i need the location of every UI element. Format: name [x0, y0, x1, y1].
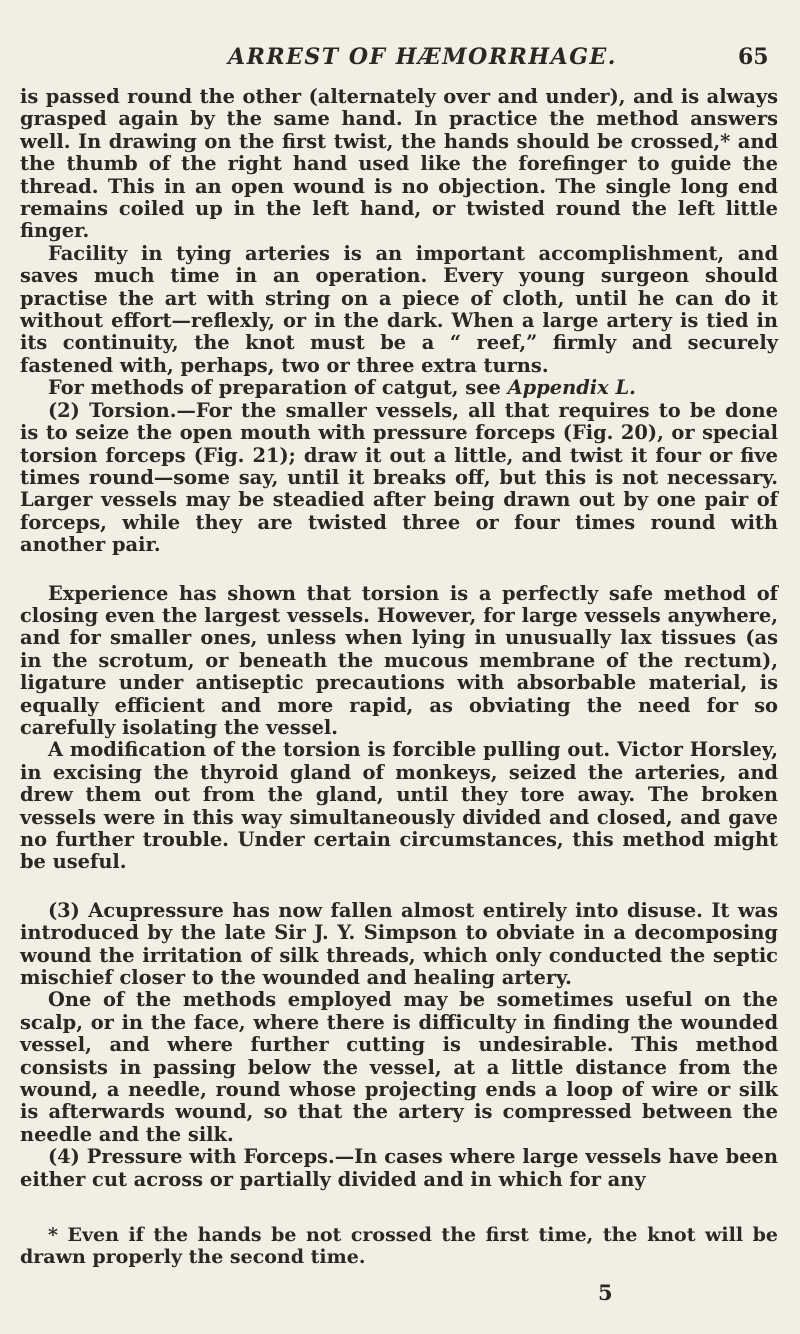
paragraph-text: has now fallen almost entirely into disuse. It was introduced by the late Sir J. Y. Simpson to obviate in a decomposing wound the irritation of silk threads, which only conducted the septic mischief closer to the wounded and healing artery. — [20, 898, 778, 990]
paragraph — [20, 377, 778, 399]
paragraph-text: —For the smaller vessels, all that requires to be done is to seize the open mouth with pressure forceps (Fig. 20), or special torsion forceps (Fig. 21); draw it out a little, and twist it four or five times round—some say, until it breaks off, but this is not necessary. Larger vessels may be steadied after being drawn out by one pair of forceps, while they are twisted three or four times round with another pair. — [20, 398, 778, 557]
running-title: ARREST OF HÆMORRHAGE. — [228, 44, 617, 70]
section-heading: (2) Torsion. — [48, 398, 177, 422]
paragraph — [20, 900, 778, 990]
page-number: 65 — [738, 44, 769, 70]
section-heading: (3) Acupressure — [48, 898, 224, 922]
paragraph: Facility in tying arteries is an important accomplishment, and saves much time in an operation. Every young surgeon should practise the art with string on a piece of cloth, until he can do it without effort—reflexly, or in the dark. When a large artery is tied in its continuity, the knot must be a “ reef,” firmly and securely fastened with, perhaps, two or three extra turns. — [20, 241, 778, 377]
signature-mark: 5 — [598, 1280, 613, 1305]
footnote-text: * Even if the hands be not crossed the first time, the knot will be drawn properly the second time. — [20, 1224, 778, 1269]
paragraph: Experience has shown that torsion is a perfectly safe method of closing even the largest vessels. However, for large vessels anywhere, and for smaller ones, unless when lying in unusually lax tissues (as in the scrotum, or beneath the mucous membrane of the rectum), ligature under antiseptic precautions with absorbable material, is equally efficient and more rapid, as obviating the need for so carefully isolating the vessel. — [20, 581, 778, 739]
paragraph-text: For methods of preparation of catgut, see — [48, 376, 508, 400]
paragraph: A modification of the torsion is forcible pulling out. Victor Horsley, in excising the thyroid gland of monkeys, seized the arteries, and drew them out from the gland, until they tore away. The broken vessels were in this way simultaneously divided and closed, and gave no further trouble. Under certain circumstances, this method might be useful. — [20, 738, 778, 874]
footnote — [20, 1224, 778, 1269]
paragraph — [20, 1146, 778, 1191]
paragraph — [20, 400, 778, 557]
paragraph-text: —In cases where large vessels have been either cut across or partially divided and in which for any — [20, 1145, 778, 1191]
paragraph: One of the methods employed may be sometimes useful on the scalp, or in the face, where there is difficulty in finding the wounded vessel, and where further cutting is undesirable. This method consists in passing below the vessel, at a little distance from the wound, a needle, round whose projecting ends a loop of wire or silk is afterwards wound, so that the artery is compressed between the needle and the silk. — [20, 988, 778, 1146]
section-heading: (4) Pressure with Forceps. — [48, 1145, 335, 1169]
paragraph: is passed round the other (alternately over and under), and is always grasped again by the same hand. In practice the method answers well. In drawing on the first twist, the hands should be crossed,* and the thumb of the right hand used like the forefinger to guide the thread. This in an open wound is no objection. The single long end remains coiled up in the left hand, or twisted round the left little finger. — [20, 85, 778, 243]
page-body — [20, 86, 778, 1191]
page-header — [0, 44, 800, 80]
appendix-reference: Appendix L. — [507, 376, 636, 400]
